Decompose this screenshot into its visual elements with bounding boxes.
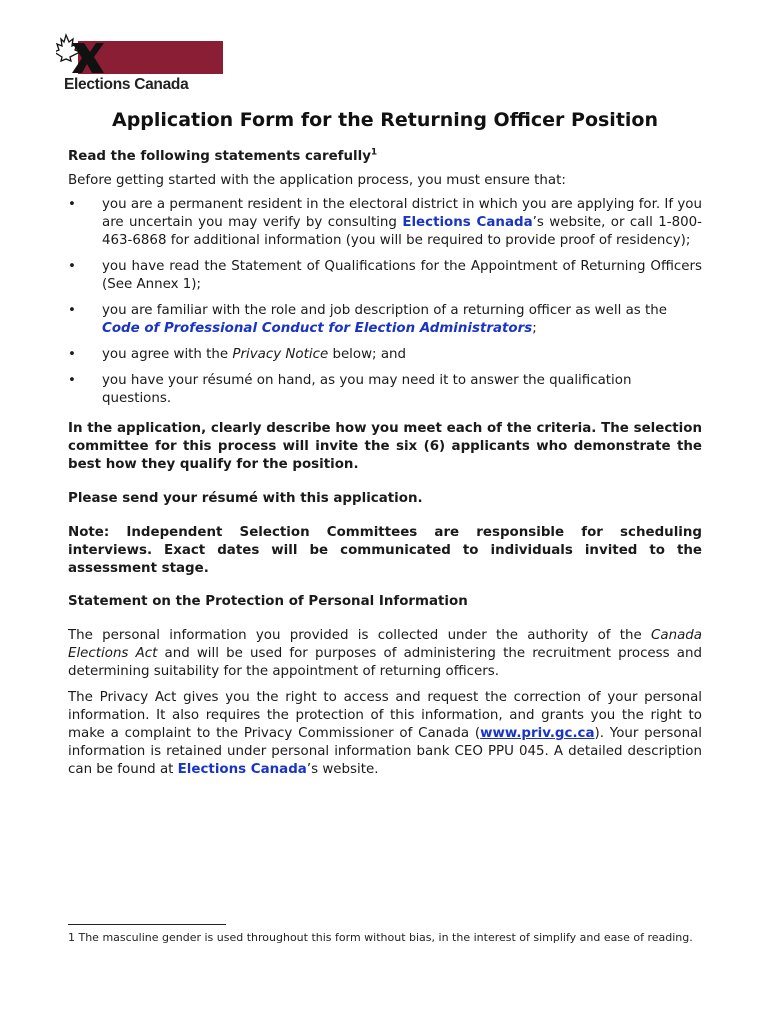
code-of-conduct-link[interactable]: Code of Professional Conduct for Election Administrators xyxy=(102,321,533,336)
privacy-notice-text: Privacy Notice xyxy=(232,347,329,362)
bullet-icon: • xyxy=(68,197,76,212)
form-body xyxy=(68,148,702,779)
list-item-text: ’s website, or call 1-800-463-6868 for additional information (you will be required to provide proof of residency); xyxy=(102,215,703,248)
privacy-heading: Statement on the Protection of Personal Information xyxy=(68,594,468,609)
read-heading-text: Read the following statements carefully xyxy=(68,149,371,164)
footnote-ref[interactable]: 1 xyxy=(370,147,378,158)
list-item-text: you are a permanent resident in the electoral district in which you are applying for. If you are uncertain you may verify by consulting xyxy=(102,197,702,230)
footnote-divider xyxy=(68,924,226,925)
privacy-paragraph-1 xyxy=(68,627,702,681)
scheduling-note: Note: Independent Selection Committees are responsible for scheduling interviews. Exact dates will be communicated to individuals invited to the assessment stage. xyxy=(68,525,702,576)
paragraph-text: ). Your personal information is retained under personal information bank CEO PPU 045. A detailed description can be found at xyxy=(68,726,703,777)
read-heading xyxy=(68,148,702,166)
bullet-icon: • xyxy=(68,373,76,388)
bullet-icon: • xyxy=(68,303,76,318)
bullet-icon: • xyxy=(68,347,76,362)
criteria-statement: In the application, clearly describe how you meet each of the criteria. The selection committee for this process will invite the six (6) applicants who demonstrate the best how they qualify for the position. xyxy=(68,421,702,472)
paragraph-text: and will be used for purposes of administering the recruitment process and determining suitability for the appointment of returning officers. xyxy=(68,646,702,679)
maple-leaf-x-icon xyxy=(56,33,106,77)
bullet-icon: • xyxy=(68,259,76,274)
elections-canada-link[interactable]: Elections Canada xyxy=(177,762,307,777)
list-item xyxy=(68,372,702,408)
list-item xyxy=(68,258,702,294)
list-item-text: you have read the Statement of Qualifications for the Appointment of Returning Officers (See Annex 1); xyxy=(102,259,702,292)
intro-text: Before getting started with the application process, you must ensure that: xyxy=(68,173,566,188)
list-item-text: ; xyxy=(532,321,537,336)
act-name: Canada Elections Act xyxy=(68,628,702,661)
list-item xyxy=(68,346,702,364)
page-title: Application Form for the Returning Officer Position xyxy=(112,109,658,131)
paragraph-text: The Privacy Act gives you the right to access and request the correction of your personal information. It also requires the protection of this information, and grants you the right to make a complaint to the Privacy Commissioner of Canada ( xyxy=(68,690,702,741)
requirements-list xyxy=(68,196,702,408)
list-item-text: below; and xyxy=(328,347,407,362)
elections-canada-logo xyxy=(50,33,225,95)
logo-wordmark: Elections Canada xyxy=(64,76,189,93)
paragraph-text: ’s website. xyxy=(306,762,379,777)
footnote: 1 The masculine gender is used throughout this form without bias, in the interest of simplify and ease of reading. xyxy=(68,931,693,944)
list-item xyxy=(68,196,702,250)
elections-canada-link[interactable]: Elections Canada xyxy=(402,215,533,230)
list-item-text: you have your résumé on hand, as you may need it to answer the qualification questions. xyxy=(102,373,632,406)
list-item-text: you agree with the xyxy=(102,347,233,362)
paragraph-text: The personal information you provided is collected under the authority of the xyxy=(68,628,652,643)
list-item-text: you are familiar with the role and job description of a returning officer as well as the xyxy=(102,303,667,318)
list-item xyxy=(68,302,702,338)
privacy-commissioner-link[interactable]: www.priv.gc.ca xyxy=(480,726,595,741)
resume-instruction: Please send your résumé with this application. xyxy=(68,491,423,506)
privacy-paragraph-2 xyxy=(68,689,702,779)
